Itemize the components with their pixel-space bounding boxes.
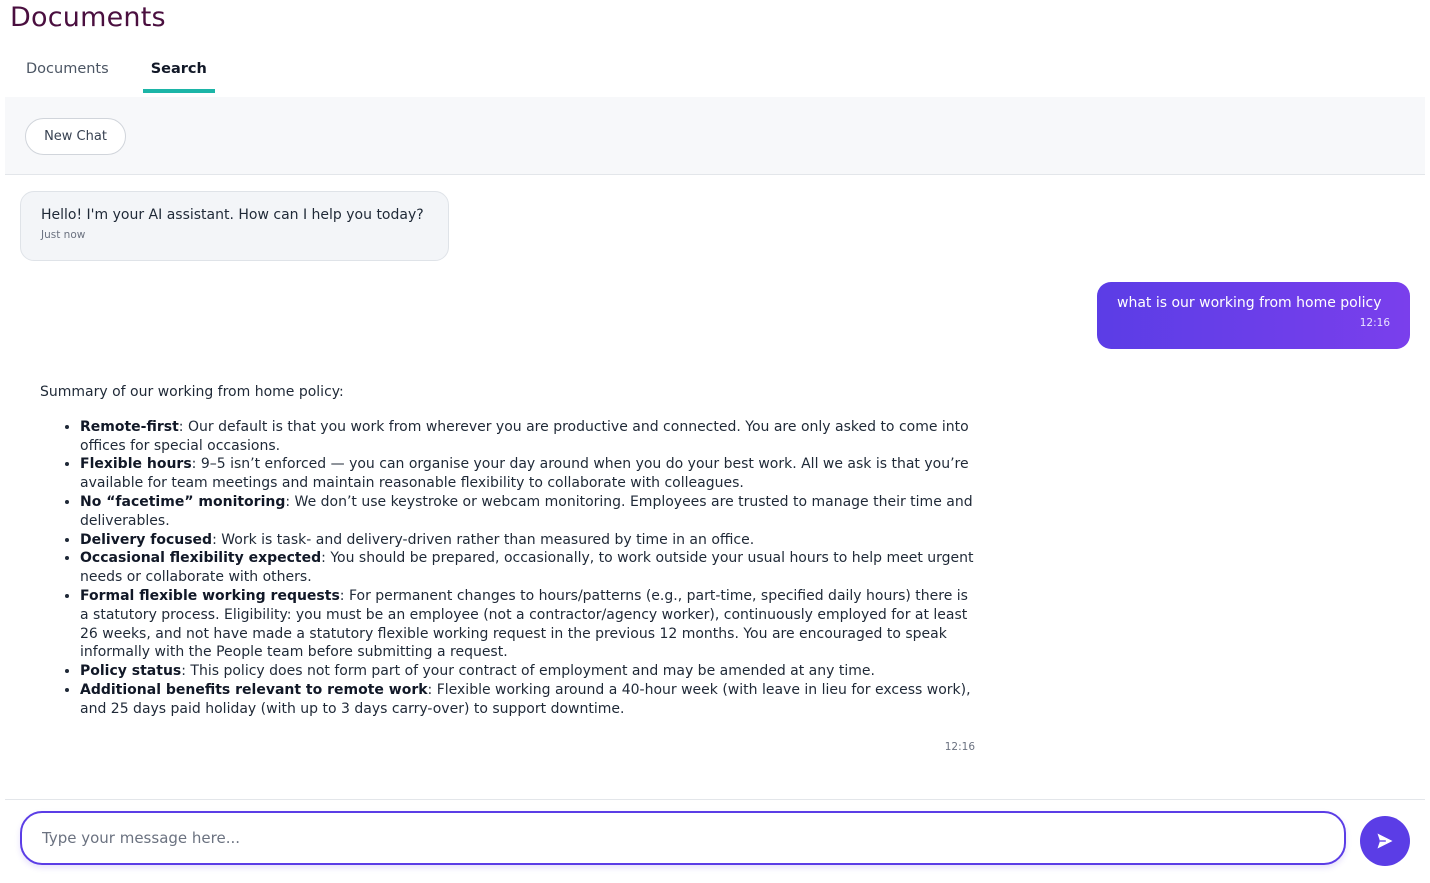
- item-text: : Our default is that you work from wherever you are productive and connected. You are only asked to come into offices for special occasions.: [80, 418, 969, 454]
- list-item: [80, 681, 975, 719]
- tab-search[interactable]: Search: [143, 52, 215, 94]
- page-title: Documents: [10, 2, 166, 33]
- answer-intro: Summary of our working from home policy:: [40, 384, 344, 400]
- policy-list: [40, 418, 975, 719]
- item-title: Remote-first: [80, 418, 179, 435]
- assistant-greeting-message: [20, 191, 449, 261]
- item-text: : We don’t use keystroke or webcam monitoring. Employees are trusted to manage their time and deliverables.: [80, 493, 973, 529]
- item-text: : You should be prepared, occasionally, to work outside your usual hours to help meet urgent needs or collaborate with others.: [80, 550, 974, 586]
- list-item: [80, 455, 975, 493]
- item-title: Occasional flexibility expected: [80, 550, 322, 567]
- item-title: Additional benefits relevant to remote work: [80, 681, 428, 698]
- message-timestamp: Just now: [41, 229, 86, 241]
- item-title: Delivery focused: [80, 531, 213, 548]
- message-timestamp: 12:16: [1359, 317, 1390, 329]
- list-item: [80, 549, 975, 587]
- item-text: : This policy does not form part of your contract of employment and may be amended at any time.: [181, 663, 875, 680]
- send-icon: [1375, 831, 1395, 851]
- user-message: [1097, 282, 1410, 349]
- item-title: Policy status: [80, 663, 182, 680]
- item-title: Flexible hours: [80, 456, 192, 473]
- assistant-answer-message: [40, 383, 975, 756]
- item-text: : 9–5 isn’t enforced — you can organise your day around when you do your best work. All we ask is that you’re available for team meetings and maintain reasonable flexibility to collaborate with colleagues.: [80, 456, 969, 492]
- send-button[interactable]: [1360, 816, 1410, 866]
- chat-toolbar: [5, 97, 1425, 175]
- list-item: [80, 418, 975, 456]
- message-timestamp: 12:16: [944, 740, 975, 753]
- list-item: [80, 493, 975, 531]
- message-text: what is our working from home policy: [1117, 295, 1382, 311]
- item-text: : For permanent changes to hours/patterns (e.g., part-time, specified daily hours) there is a statutory process. Eligibility: you must be an employee (not a contractor/agency worker), continuously employed for at least 26 weeks, and not have made a statutory flexible working request in the previous 12 months. You are encouraged to speak informally with the People team before submitting a request.: [80, 587, 968, 661]
- list-item: [80, 662, 975, 681]
- message-text: Hello! I'm your AI assistant. How can I help you today?: [41, 207, 424, 223]
- tab-bar: [10, 52, 215, 94]
- message-composer: [5, 799, 1425, 883]
- item-title: Formal flexible working requests: [80, 587, 340, 604]
- new-chat-button[interactable]: New Chat: [25, 118, 126, 155]
- item-title: No “facetime” monitoring: [80, 493, 286, 510]
- item-text: : Flexible working around a 40-hour week (with leave in lieu for excess work), and 25 days paid holiday (with up to 3 days carry-over) to support downtime.: [80, 681, 971, 717]
- item-text: : Work is task- and delivery-driven rather than measured by time in an office.: [212, 531, 755, 548]
- message-input[interactable]: [20, 811, 1346, 865]
- list-item: [80, 587, 975, 662]
- list-item: [80, 531, 975, 550]
- tab-documents[interactable]: Documents: [26, 61, 109, 77]
